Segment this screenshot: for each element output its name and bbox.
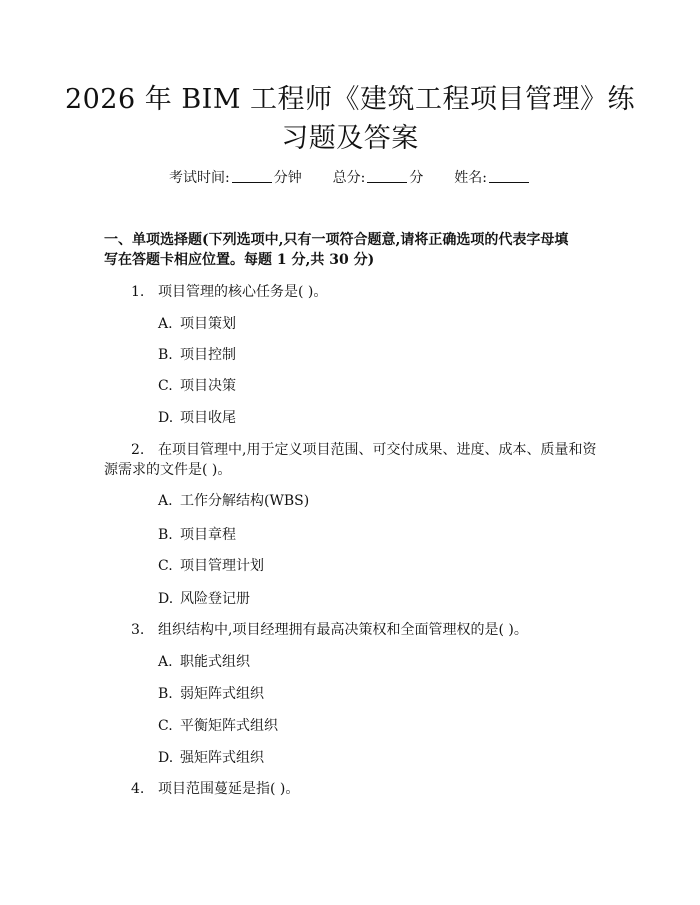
exam-name: [454, 169, 531, 187]
question-2-continued: 源需求的文件是( )。: [104, 462, 232, 478]
question-text: 组织结构中,项目经理拥有最高决策权和全面管理权的是( )。: [158, 622, 528, 638]
question-4: [131, 780, 611, 798]
question-number: 4.: [131, 781, 145, 797]
page-title-line2: 习题及答案: [281, 123, 419, 154]
option-3d: D. 强矩阵式组织: [158, 750, 264, 766]
exam-score: [333, 169, 424, 187]
section-heading-line2: 写在答题卡相应位置。每题 1 分,共 30 分): [104, 252, 375, 268]
exam-time-label: 考试时间:: [169, 170, 230, 186]
option-2a: A. 工作分解结构(WBS): [158, 493, 310, 509]
option-1b: B. 项目控制: [158, 347, 236, 363]
exam-name-label: 姓名:: [454, 170, 487, 186]
option-3c: C. 平衡矩阵式组织: [158, 718, 278, 734]
question-number: 3.: [131, 622, 145, 638]
question-1: [131, 283, 611, 301]
question-text: 项目管理的核心任务是( )。: [158, 284, 328, 300]
exam-score-unit: 分: [409, 170, 424, 186]
exam-time-unit: 分钟: [273, 170, 302, 186]
option-2d: D. 风险登记册: [158, 591, 250, 607]
question-2: [131, 441, 611, 459]
question-number: 2.: [131, 442, 145, 458]
exam-score-label: 总分:: [332, 170, 366, 186]
question-number: 1.: [131, 284, 145, 300]
question-text: 在项目管理中,用于定义项目范围、可交付成果、进度、成本、质量和资: [158, 442, 597, 458]
question-text: 项目范围蔓延是指( )。: [158, 781, 300, 797]
exam-score-blank: [367, 170, 407, 183]
option-1a: A. 项目策划: [158, 316, 236, 332]
option-2b: B. 项目章程: [158, 527, 236, 543]
option-1c: C. 项目决策: [158, 378, 236, 394]
exam-time-blank: [232, 170, 272, 183]
page-title-line1: 2026 年 BIM 工程师《建筑工程项目管理》练: [64, 84, 636, 115]
exam-meta-row: [0, 169, 700, 187]
question-3: [131, 621, 611, 639]
section-heading-line1: 一、单项选择题(下列选项中,只有一项符合题意,请将正确选项的代表字母填: [104, 232, 569, 248]
option-3b: B. 弱矩阵式组织: [158, 686, 264, 702]
option-2c: C. 项目管理计划: [158, 558, 264, 574]
option-3a: A. 职能式组织: [158, 654, 250, 670]
exam-name-blank: [489, 170, 529, 183]
exam-time: [169, 169, 302, 187]
option-1d: D. 项目收尾: [158, 410, 236, 426]
